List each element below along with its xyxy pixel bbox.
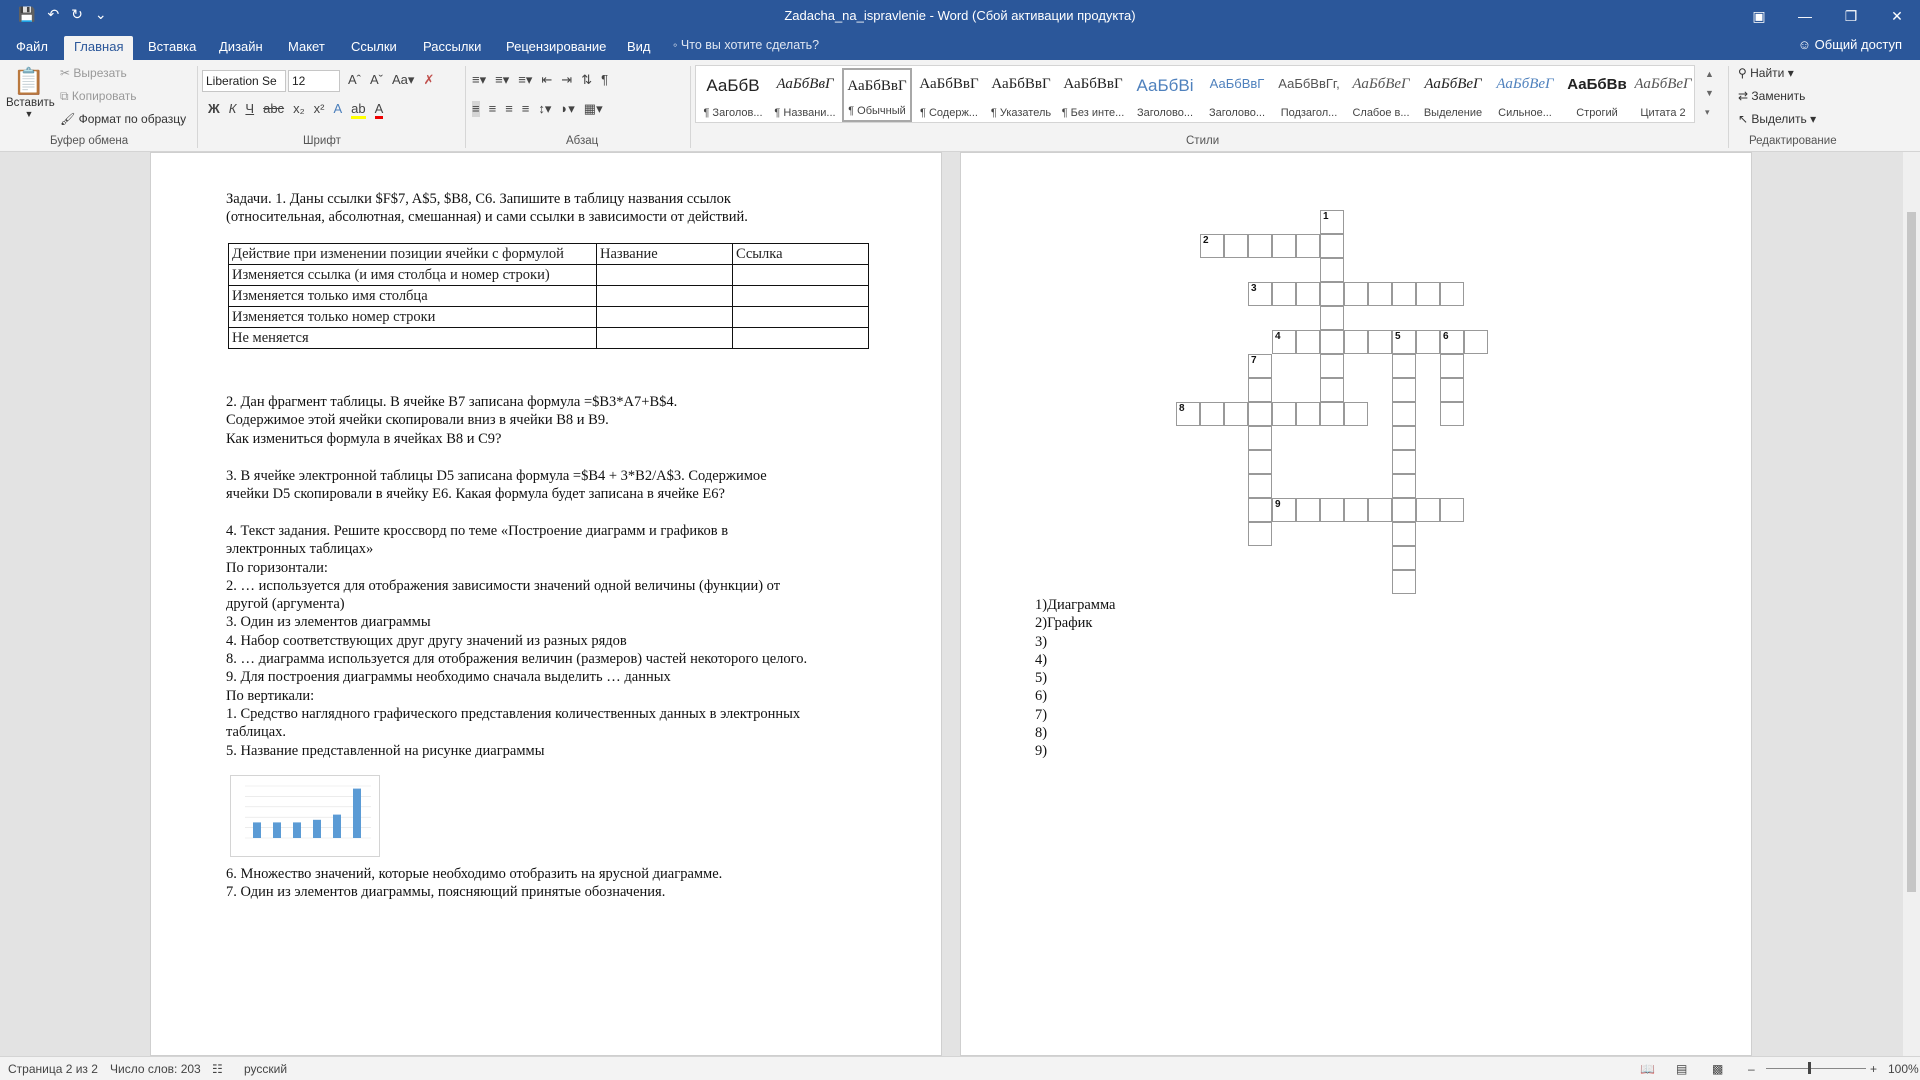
styles-gallery — [695, 65, 1695, 123]
font-name-box[interactable] — [202, 70, 286, 92]
task-end[interactable] — [226, 865, 722, 902]
align-center-icon[interactable]: ≡ — [488, 101, 497, 116]
brush-icon: 🖌 — [60, 112, 79, 126]
minimize-icon[interactable]: — — [1798, 8, 1812, 24]
table-header: Название — [597, 244, 733, 265]
task3[interactable] — [226, 467, 767, 504]
crossword-cell[interactable] — [1392, 570, 1416, 594]
change-case-icon[interactable]: Aa▾ — [392, 72, 415, 87]
editing-group-label: Редактирование — [1749, 135, 1837, 147]
style-sample: АаБбВвГг, — [1278, 76, 1340, 91]
crossword-cell[interactable] — [1392, 498, 1416, 522]
tab-mailings[interactable]: Рассылки — [423, 39, 482, 54]
customize-qat-icon[interactable]: ⌄ — [94, 6, 107, 22]
table-cell[interactable] — [597, 286, 733, 307]
style-name: ¶ Указатель — [990, 107, 1052, 119]
shading-icon[interactable]: ◗▾ — [560, 101, 575, 116]
task2[interactable] — [226, 393, 677, 448]
style-name: Слабое в... — [1352, 107, 1410, 119]
font-size-box[interactable] — [288, 70, 340, 92]
style-sample: АаБбВеГ — [1352, 76, 1410, 92]
crossword-cell[interactable] — [1344, 282, 1368, 306]
text-line: По горизонтали: — [226, 559, 328, 576]
separator — [690, 66, 691, 148]
replace-label: Заменить — [1751, 89, 1806, 103]
crossword-cell[interactable] — [1344, 330, 1368, 354]
style-sample: АаБбВвГ — [1209, 76, 1265, 91]
crossword-cell[interactable] — [1368, 282, 1392, 306]
paragraph-group-label: Абзац — [566, 135, 599, 147]
crossword-cell[interactable] — [1440, 378, 1464, 402]
ribbon — [0, 60, 1920, 152]
tab-references[interactable]: Ссылки — [351, 39, 397, 54]
table-cell[interactable] — [733, 265, 869, 286]
tab-review[interactable]: Рецензирование — [506, 39, 607, 54]
crossword-cell[interactable] — [1464, 330, 1488, 354]
copy-button[interactable] — [60, 89, 137, 104]
text-line: 4. Набор соответствующих друг другу значений из разных рядов — [226, 632, 627, 649]
style-intense-emphasis[interactable] — [1490, 68, 1560, 122]
style-normal[interactable] — [842, 68, 912, 122]
style-name: Заголово... — [1136, 107, 1194, 119]
crossword-cell[interactable] — [1296, 402, 1320, 426]
redo-icon[interactable]: ↻ — [71, 6, 83, 22]
answer-line: 8) — [1035, 725, 1048, 742]
text-line: ячейки D5 скопировали в ячейку E6. Какая формула будет записана в ячейке E6? — [226, 486, 725, 503]
crossword-cell[interactable] — [1440, 282, 1464, 306]
show-marks-icon[interactable]: ¶ — [601, 72, 609, 87]
font-size-tools — [348, 72, 434, 88]
tab-design[interactable]: Дизайн — [219, 39, 263, 54]
highlight-icon[interactable]: ab — [351, 101, 365, 119]
find-label: Найти — [1750, 66, 1785, 80]
style-name: Строгий — [1576, 107, 1618, 119]
italic-icon[interactable]: К — [228, 101, 237, 116]
crossword-cell[interactable] — [1392, 282, 1416, 306]
window-controls — [1736, 0, 1920, 32]
crossword-cell[interactable] — [1392, 546, 1416, 570]
crossword-cell[interactable] — [1248, 234, 1272, 258]
table-cell[interactable] — [597, 265, 733, 286]
crossword-cell[interactable] — [1416, 498, 1440, 522]
text-line: другой (аргумента) — [226, 596, 345, 613]
format-painter-label: Формат по образцу — [78, 112, 187, 126]
chart-bar — [253, 822, 261, 838]
crossword-number: 8 — [1179, 403, 1185, 414]
scroll-thumb[interactable] — [1907, 212, 1916, 892]
status-bar — [0, 1056, 1920, 1080]
clear-format-icon[interactable]: ✗ — [423, 72, 435, 87]
increase-indent-icon[interactable]: ⇥ — [561, 72, 573, 87]
select-label: Выделить — [1751, 112, 1807, 126]
crossword-cell[interactable] — [1248, 498, 1272, 522]
font-name-value: Liberation Se — [206, 74, 277, 88]
crossword-cell[interactable] — [1248, 474, 1272, 498]
style-subtitle[interactable] — [1274, 68, 1344, 122]
font-format-tools — [208, 101, 383, 119]
style-name: ¶ Без инте... — [1061, 107, 1125, 119]
copy-label: Копировать — [71, 89, 137, 103]
style-sample: АаБбВвГ — [991, 76, 1051, 92]
styles-scroll[interactable]: ▲ ▼ ▾ — [1705, 69, 1714, 117]
table-cell[interactable] — [733, 328, 869, 349]
answer-line: 1)Диаграмма — [1035, 597, 1116, 613]
crossword-cell[interactable] — [1320, 354, 1344, 378]
crossword-cell[interactable] — [1392, 450, 1416, 474]
crossword-cell[interactable] — [1416, 282, 1440, 306]
undo-icon[interactable]: ↶ — [47, 6, 60, 22]
text-line: (относительная, абсолютная, смешанная) и сами ссылки в зависимости от действий. — [226, 209, 748, 226]
crossword-cell[interactable] — [1416, 330, 1440, 354]
paste-arrow-icon: ▼ — [24, 109, 34, 119]
text-line: 3. В ячейке электронной таблицы D5 записана формула =$B4 + 3*B2/A$3. Содержимое — [226, 468, 767, 484]
language[interactable]: русский — [244, 1062, 288, 1076]
answer-line: 9) — [1035, 743, 1048, 760]
list-tools — [472, 72, 608, 88]
tab-view[interactable]: Вид — [627, 39, 651, 54]
zoom-in-icon[interactable]: + — [1870, 1062, 1878, 1076]
crossword-cell[interactable] — [1296, 498, 1320, 522]
bold-icon[interactable]: Ж — [208, 101, 220, 116]
crossword-cell[interactable] — [1248, 378, 1272, 402]
style-name: ¶ Заголов... — [703, 107, 763, 119]
style-sample: АаБбВі — [1136, 76, 1194, 95]
multilevel-list-icon[interactable]: ≡▾ — [518, 72, 533, 87]
text-line: электронных таблицах» — [226, 541, 374, 558]
chart-bar — [273, 822, 281, 838]
chart-bar — [313, 820, 321, 838]
ribbon-tabs — [0, 32, 1920, 60]
task1-intro[interactable] — [226, 190, 748, 227]
table-header: Действие при изменении позиции ячейки с формулой — [229, 244, 597, 265]
answer-line: 2)График — [1035, 615, 1093, 632]
text-effects-icon[interactable]: A — [333, 101, 343, 116]
sort-icon[interactable]: ⇅ — [581, 72, 593, 87]
crossword-cell[interactable] — [1392, 522, 1416, 546]
styles-group-label: Стили — [1186, 135, 1220, 147]
style-sample: АаБбВеГ — [1424, 76, 1482, 92]
crossword-cell[interactable] — [1392, 426, 1416, 450]
text-line: 7. Один из элементов диаграммы, поясняющий принятые обозначения. — [226, 884, 666, 901]
crossword-cell[interactable] — [1320, 330, 1344, 354]
table-cell: Изменяется ссылка (и имя столбца и номер строки) — [229, 265, 597, 286]
zoom-slider[interactable] — [1766, 1068, 1866, 1069]
text-line: Содержимое этой ячейки скопировали вниз в ячейки B8 и B9. — [226, 412, 609, 429]
text-line: 4. Текст задания. Решите кроссворд по теме «Построение диаграмм и графиков в — [226, 523, 729, 539]
style-sample: АаБбВ — [706, 76, 760, 95]
grow-font-icon[interactable]: Aˆ — [348, 72, 361, 87]
tell-me-box[interactable] — [673, 38, 819, 52]
embedded-chart-image[interactable] — [230, 775, 380, 857]
style-subtle-emphasis[interactable] — [1346, 68, 1416, 122]
proofing-icon[interactable]: ☷ — [212, 1062, 223, 1076]
cursor-icon: ↖ — [1738, 112, 1752, 126]
style-name: Подзагол... — [1280, 107, 1338, 119]
style-name: ¶ Названи... — [774, 107, 836, 119]
tab-insert[interactable]: Вставка — [148, 39, 197, 54]
separator — [197, 66, 198, 148]
text-line: Как измениться формула в ячейках B8 и C9? — [226, 430, 502, 447]
shrink-font-icon[interactable]: Aˇ — [370, 72, 383, 87]
crossword-cell[interactable] — [1392, 378, 1416, 402]
style-index[interactable] — [986, 68, 1056, 122]
text-line: 2. Дан фрагмент таблицы. В ячейке B7 записана формула =$B3*A7+B$4. — [226, 394, 678, 410]
style-quote2[interactable] — [1634, 68, 1692, 122]
replace-button[interactable] — [1738, 89, 1805, 103]
style-heading-b[interactable] — [1202, 68, 1272, 122]
text-line: 6. Множество значений, которые необходимо отобразить на ярусной диаграмме. — [226, 866, 723, 882]
crossword-number: 2 — [1203, 235, 1209, 246]
text-line: 2. … используется для отображения зависимости значений одной величины (функции) от — [226, 577, 781, 594]
subscript-icon[interactable]: x₂ — [293, 101, 305, 116]
table-header: Ссылка — [733, 244, 869, 265]
chart-bar — [333, 815, 341, 838]
style-sample: АаБбВвГ — [919, 76, 979, 92]
crossword-cell[interactable] — [1320, 234, 1344, 258]
style-name: Сильное... — [1498, 107, 1552, 119]
style-heading-a[interactable] — [1130, 68, 1200, 122]
style-sample: АаБбВвГ — [847, 78, 907, 94]
print-layout-icon[interactable]: ▤ — [1676, 1062, 1688, 1076]
crossword-cell[interactable] — [1344, 498, 1368, 522]
chart-bar — [293, 822, 301, 838]
table-cell[interactable] — [597, 307, 733, 328]
title-bar — [0, 0, 1920, 32]
style-sample: АаБбВв — [1567, 76, 1627, 93]
crossword-cell[interactable] — [1224, 402, 1248, 426]
style-name: Выделение — [1423, 107, 1483, 119]
crossword-cell[interactable] — [1392, 474, 1416, 498]
tab-layout[interactable]: Макет — [288, 39, 325, 54]
numbering-icon[interactable]: ≡▾ — [495, 72, 510, 87]
answers-list[interactable] — [1035, 596, 1116, 761]
style-strong[interactable] — [1562, 68, 1632, 122]
read-mode-icon[interactable]: 📖 — [1640, 1062, 1655, 1076]
scissors-icon: ✂ — [60, 66, 74, 80]
crossword-number: 7 — [1251, 355, 1257, 366]
zoom-slider-thumb[interactable] — [1808, 1062, 1811, 1074]
share-button[interactable] — [1798, 37, 1902, 52]
replace-icon: ⇄ — [1738, 89, 1752, 103]
crossword-number: 1 — [1323, 211, 1329, 222]
answer-line: 5) — [1035, 670, 1048, 687]
crossword-number: 6 — [1443, 331, 1449, 342]
cut-button[interactable] — [60, 66, 127, 80]
crossword-cell[interactable] — [1440, 354, 1464, 378]
table-cell[interactable] — [733, 286, 869, 307]
answer-line: 4) — [1035, 651, 1048, 668]
tab-home[interactable]: Главная — [64, 36, 133, 60]
style-heading1[interactable] — [698, 68, 768, 122]
crossword-cell[interactable] — [1272, 234, 1296, 258]
crossword-cell[interactable] — [1368, 498, 1392, 522]
paste-label: Вставить — [6, 97, 55, 109]
paste-button[interactable] — [6, 66, 55, 119]
font-color-icon[interactable]: A — [375, 101, 384, 119]
decrease-indent-icon[interactable]: ⇤ — [541, 72, 553, 87]
lightbulb-icon: ◦ — [673, 38, 681, 52]
crossword-number: 4 — [1275, 331, 1281, 342]
crossword-cell[interactable] — [1272, 402, 1296, 426]
answer-line: 3) — [1035, 633, 1048, 650]
crossword-number: 3 — [1251, 283, 1257, 294]
crossword-number: 5 — [1395, 331, 1401, 342]
word-count[interactable]: Число слов: 203 — [110, 1062, 201, 1076]
person-icon: ☺ — [1797, 37, 1815, 52]
select-button[interactable]: ↖ Выделить ▾ — [1738, 112, 1817, 126]
answer-line: 7) — [1035, 706, 1048, 723]
style-sample: АаБбВеГ — [1634, 76, 1692, 92]
share-label: Общий доступ — [1814, 37, 1902, 52]
font-group-label: Шрифт — [303, 135, 341, 147]
style-sample: АаБбВвГ — [776, 76, 834, 92]
copy-icon: ⧉ — [60, 89, 72, 103]
save-icon[interactable]: 💾 — [18, 6, 36, 22]
text-line: 1. Средство наглядного графического представления количественных данных в электронных — [226, 705, 801, 722]
chart-bar — [353, 789, 361, 838]
task4[interactable] — [226, 522, 807, 760]
ribbon-display-icon[interactable]: ▣ — [1752, 7, 1766, 24]
crossword-cell[interactable] — [1320, 282, 1344, 306]
answer-line: 6) — [1035, 688, 1048, 705]
style-name: Заголово... — [1208, 107, 1266, 119]
table-cell[interactable] — [733, 307, 869, 328]
crossword-cell[interactable] — [1296, 330, 1320, 354]
cut-label: Вырезать — [73, 66, 127, 80]
style-emphasis[interactable] — [1418, 68, 1488, 122]
separator — [465, 66, 466, 148]
style-name: ¶ Содерж... — [920, 107, 978, 119]
vertical-scrollbar[interactable] — [1903, 152, 1920, 1056]
zoom-level[interactable]: 100% — [1888, 1062, 1919, 1076]
strikethrough-icon[interactable]: abc — [263, 101, 285, 116]
table-cell: Изменяется только имя столбца — [229, 286, 597, 307]
crossword-cell[interactable] — [1248, 402, 1272, 426]
close-icon[interactable]: ✕ — [1891, 7, 1903, 24]
clipboard-icon: 📋 — [12, 66, 46, 96]
font-size-value: 12 — [292, 74, 306, 88]
borders-icon[interactable]: ▦▾ — [583, 101, 603, 116]
tell-me-text: Что вы хотите сделать? — [680, 38, 820, 52]
crossword-cell[interactable] — [1248, 450, 1272, 474]
table-cell: Не меняется — [229, 328, 597, 349]
window-title: Zadacha_na_ispravlenie - Word (Сбой активации продукта) — [784, 8, 1136, 23]
crossword-cell[interactable] — [1392, 354, 1416, 378]
text-line: Задачи. 1. Даны ссылки $F$7, A$5, $B8, C6. Запишите в таблицу названия ссылок — [226, 191, 731, 207]
crossword-cell[interactable] — [1296, 282, 1320, 306]
crossword-cell[interactable] — [1320, 402, 1344, 426]
tab-file[interactable]: Файл — [16, 39, 48, 54]
align-left-icon[interactable]: ≡ — [472, 101, 480, 116]
separator — [1728, 66, 1729, 148]
align-tools — [472, 101, 603, 117]
find-button[interactable]: ⚲ Найти ▾ — [1738, 66, 1794, 80]
align-right-icon[interactable]: ≡ — [505, 101, 513, 116]
crossword-cell[interactable] — [1320, 498, 1344, 522]
crossword-cell[interactable] — [1320, 306, 1344, 330]
zoom-out-icon[interactable]: – — [1748, 1062, 1755, 1076]
justify-icon[interactable]: ≡ — [521, 101, 530, 116]
crossword-cell[interactable] — [1320, 258, 1344, 282]
restore-icon[interactable]: ❐ — [1844, 7, 1858, 24]
table-cell: Изменяется только номер строки — [229, 307, 597, 328]
crossword-cell[interactable] — [1248, 522, 1272, 546]
table-cell[interactable] — [597, 328, 733, 349]
crossword-cell[interactable] — [1224, 234, 1248, 258]
text-line: 8. … диаграмма используется для отображения величин (размеров) частей некоторого целого. — [226, 651, 808, 668]
crossword-cell[interactable] — [1296, 234, 1320, 258]
style-name: Цитата 2 — [1640, 107, 1686, 119]
style-name: ¶ Обычный — [848, 105, 906, 117]
search-icon: ⚲ — [1738, 66, 1751, 80]
bullets-icon[interactable]: ≡▾ — [472, 72, 487, 87]
clipboard-group-label: Буфер обмена — [50, 135, 129, 147]
underline-icon[interactable]: Ч — [245, 101, 255, 116]
format-painter-button[interactable] — [60, 112, 186, 126]
crossword-cell[interactable] — [1392, 402, 1416, 426]
crossword-cell[interactable] — [1200, 402, 1224, 426]
style-title[interactable] — [770, 68, 840, 122]
page-count[interactable]: Страница 2 из 2 — [8, 1062, 98, 1076]
text-line: 5. Название представленной на рисунке диаграммы — [226, 742, 545, 759]
crossword-cell[interactable] — [1320, 378, 1344, 402]
style-sample: АаБбВеГ — [1496, 76, 1554, 92]
crossword-cell[interactable] — [1344, 402, 1368, 426]
text-line: таблицах. — [226, 724, 287, 741]
text-line: 9. Для построения диаграммы необходимо сначала выделить … данных — [226, 669, 671, 686]
style-toc[interactable] — [914, 68, 984, 122]
references-table[interactable] — [228, 243, 869, 349]
text-line: По вертикали: — [226, 687, 315, 704]
crossword-cell[interactable] — [1368, 330, 1392, 354]
web-layout-icon[interactable]: ▩ — [1712, 1062, 1724, 1076]
crossword-cell[interactable] — [1440, 402, 1464, 426]
text-line: 3. Один из элементов диаграммы — [226, 614, 431, 631]
crossword-number: 9 — [1275, 499, 1281, 510]
mini-bar-chart — [231, 776, 379, 856]
crossword-cell[interactable] — [1272, 282, 1296, 306]
style-sample: АаБбВвГ — [1063, 76, 1123, 92]
style-no-spacing[interactable] — [1058, 68, 1128, 122]
crossword-cell[interactable] — [1440, 498, 1464, 522]
superscript-icon[interactable]: x² — [313, 101, 325, 116]
crossword-cell[interactable] — [1248, 426, 1272, 450]
line-spacing-icon[interactable]: ↕▾ — [538, 101, 552, 116]
